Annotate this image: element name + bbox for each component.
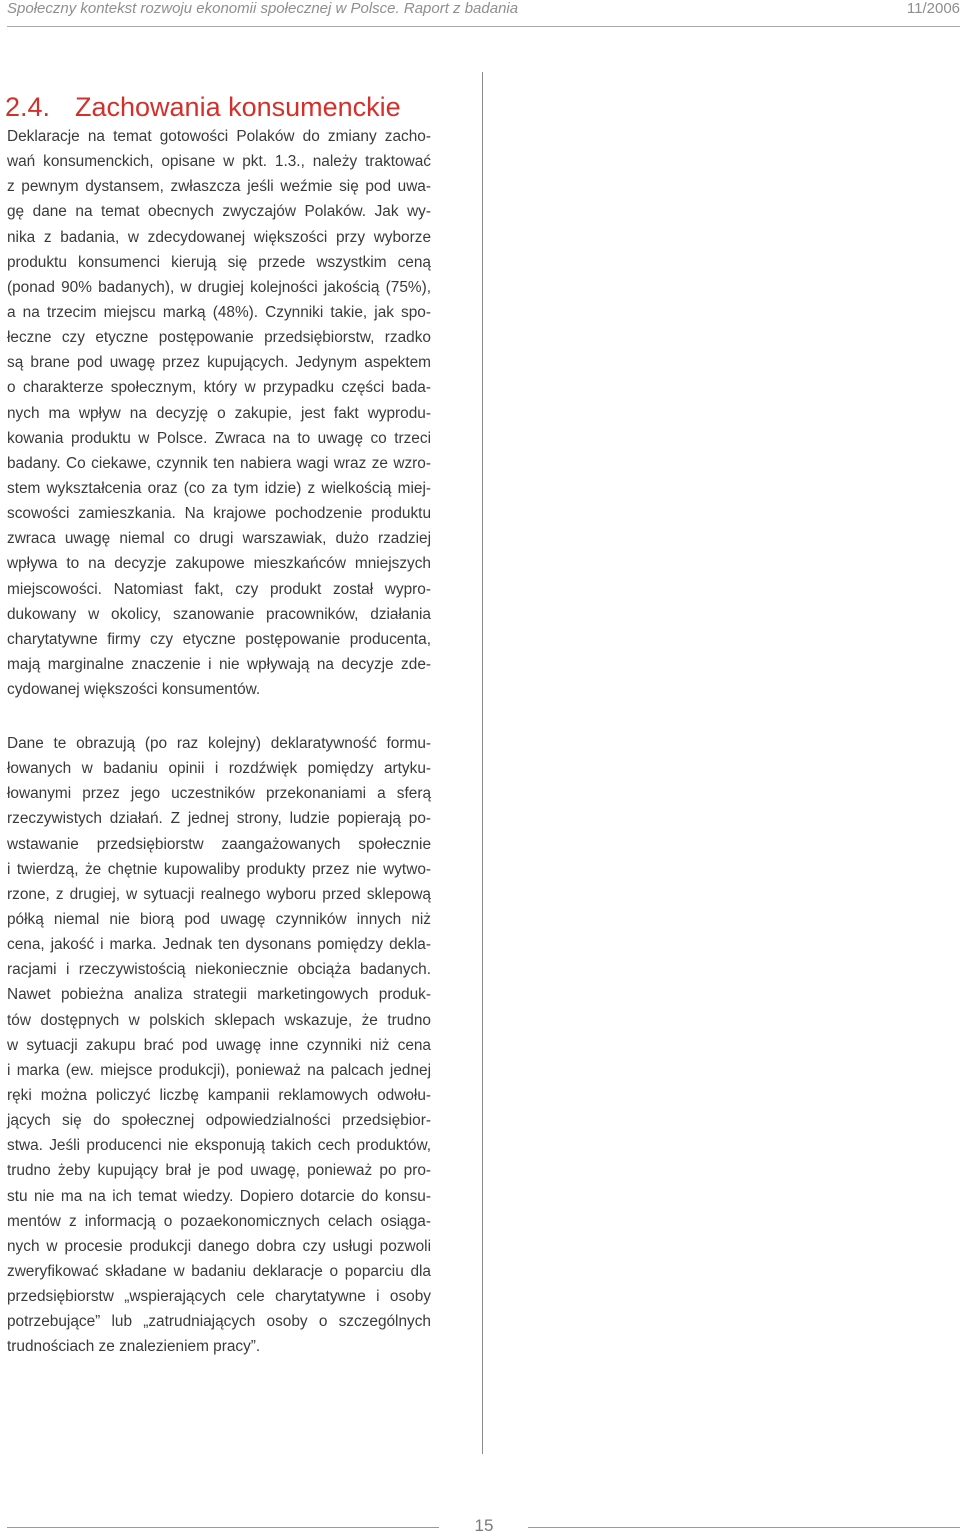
text-line: o charakterze społecznym, który w przypadku części bada- [7,379,431,397]
text-line: mentów z informacją o pozaekonomicznych celach osiąga- [7,1212,431,1230]
running-header-title: Społeczny kontekst rozwoju ekonomii społecznej w Polsce. Raport z badania [7,0,519,17]
text-line: Nawet pobieżna analiza strategii marketingowych produk- [7,986,431,1004]
text-line: zwraca uwagę niemal co drugi warszawiak, dużo rzadziej [7,530,431,548]
text-line: rzone, z drugiej, w sytuacji realnego wyboru przed sklepową [7,885,431,903]
text-line: racjami i rzeczywistością niekoniecznie obciąża badanych. [7,961,431,979]
text-line: półką niemal nie biorą pod uwagę czynników innych niż [7,910,431,928]
text-line: badany. Co ciekawe, czynnik ten nabiera wagi wraz ze wzro- [7,454,431,472]
running-header-issue: 11/2006 [906,0,960,17]
text-line: nika z badania, w zdecydowanej większości przy wyborze [7,228,431,246]
text-line: Dane te obrazują (po raz kolejny) deklaratywność formu- [7,735,431,752]
text-line: gę dane na temat obecnych zwyczajów Polaków. Jak wy- [7,203,431,221]
text-line: stwa. Jeśli producenci nie eksponują takich cech produktów, [7,1137,431,1155]
footer-rule-right [528,1527,960,1528]
text-line: wań konsumenckich, opisane w pkt. 1.3., należy traktować [7,153,431,171]
text-line: trudnościach ze znalezieniem pracy”. [7,1338,261,1356]
text-line: scowości zamieszkania. Na krajowe pochodzenie produktu [7,505,431,523]
text-line: wpływa to na decyzje zakupowe mieszkańców mniejszych [7,555,431,573]
text-line: cydowanej większości konsumentów. [7,681,261,699]
text-line: kowania produktu w Polsce. Zwraca na to uwagę co trzeci [7,429,431,447]
body-paragraph-1 [7,124,431,702]
header-rule [7,26,960,27]
text-line: zweryfikować składane w badaniu deklaracje o poparciu dla [7,1262,431,1280]
text-line: produktu konsumenci kierują się przede wszystkim ceną [7,253,431,271]
text-line: potrzebujące” lub „zatrudniających osoby o szczególnych [7,1313,431,1331]
text-line: charytatywne firmy czy etyczne postępowanie producenta, [7,630,431,648]
text-line: miejscowości. Natomiast fakt, czy produkt został wypro- [7,580,431,598]
section-title: Zachowania konsumenckie [75,92,401,123]
text-line: są brane pod uwagę przez kupujących. Jedynym aspektem [7,354,431,372]
text-line: ręki można policzyć liczbę kampanii reklamowych odwołu- [7,1086,431,1104]
text-line: mają marginalne znaczenie i nie wpływają na decyzje zde- [7,655,431,673]
text-line: dukowany w okolicy, szanowanie pracowników, działania [7,605,431,623]
section-heading [5,92,401,123]
text-line: Deklaracje na temat gotowości Polaków do zmiany zacho- [7,128,431,145]
text-line: łowanych w badaniu opinii i rozdźwięk pomiędzy artyku- [7,760,431,778]
text-line: stu nie ma na ich temat wiedzy. Dopiero dotarcie do konsu- [7,1187,431,1205]
text-line: (ponad 90% badanych), w drugiej kolejności jakością (75%), [7,278,431,296]
page-number: 15 [474,1516,494,1535]
section-number: 2.4. [5,92,51,123]
text-line: trudno żeby kupujący brał je pod uwagę, ponieważ po pro- [7,1162,431,1180]
text-line: z pewnym dystansem, zwłaszcza jeśli weźmie się pod uwa- [7,178,431,196]
text-line: łowanymi przez jego uczestników przekonaniami a sferą [7,785,431,803]
footer-rule-left [7,1527,439,1528]
text-line: łeczne czy etyczne postępowanie przedsiębiorstw, rzadko [7,329,431,347]
column-divider [482,72,483,1454]
text-line: cena, jakość i marka. Jednak ten dysonans pomiędzy dekla- [7,936,431,954]
text-line: a na trzecim miejscu marką (48%). Czynniki takie, jak spo- [7,303,431,321]
text-line: w sytuacji zakupu brać pod uwagę inne czynniki niż cena [7,1036,431,1054]
text-line: przedsiębiorstw „wspierających cele charytatywne i osoby [7,1288,431,1306]
text-line: i twierdzą, że chętnie kupowaliby produkty przez nie wytwo- [7,860,431,878]
text-line: rzeczywistych działań. Z jednej strony, ludzie popierają po- [7,810,431,828]
text-line: nych ma wpływ na decyzję o zakupie, jest fakt wyprodu- [7,404,431,422]
running-header [7,0,960,30]
text-line: jących się do społecznej odpowiedzialności przedsiębior- [7,1112,431,1130]
body-paragraph-2 [7,731,431,1360]
text-line: nych w procesie produkcji danego dobra czy usługi pozwoli [7,1237,431,1255]
text-line: i marka (ew. miejsce produkcji), ponieważ na palcach jednej [7,1061,431,1079]
text-line: stem wykształcenia oraz (co za tym idzie) z wielkością miej- [7,479,431,497]
text-line: tów dostępnych w polskich sklepach wskazuje, że trudno [7,1011,431,1029]
text-line: wstawanie przedsiębiorstw zaangażowanych społecznie [7,835,431,853]
